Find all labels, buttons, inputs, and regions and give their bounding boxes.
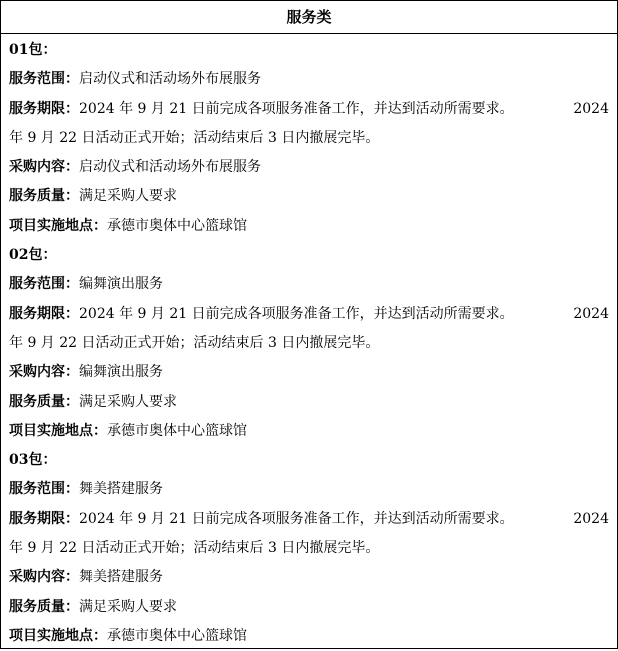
service-period — [9, 300, 617, 329]
procurement-content-value: 舞美搭建服务 — [79, 569, 163, 586]
service-quality-label: 服务质量： — [9, 393, 79, 410]
service-period — [9, 95, 617, 124]
service-scope — [9, 475, 617, 504]
service-period-tail: 2024 — [573, 510, 609, 527]
table-header — [1, 1, 617, 34]
service-quality — [9, 388, 617, 417]
service-quality-label: 服务质量： — [9, 598, 79, 615]
package-code: 03包： — [9, 452, 57, 469]
project-location — [9, 417, 617, 446]
service-scope — [9, 270, 617, 299]
service-period-label: 服务期限： — [9, 100, 79, 117]
procurement-content — [9, 153, 617, 182]
service-period-label: 服务期限： — [9, 510, 79, 527]
service-scope-label: 服务范围： — [9, 71, 79, 88]
package-code: 02包： — [9, 247, 57, 264]
service-period-continued: 年 9 月 22 日活动正式开始；活动结束后 3 日内撤展完毕。 — [9, 334, 380, 351]
project-location — [9, 622, 617, 651]
service-quality-value: 满足采购人要求 — [79, 598, 177, 615]
service-scope — [9, 65, 617, 94]
service-period-tail: 2024 — [573, 305, 609, 322]
service-quality-value: 满足采购人要求 — [79, 393, 177, 410]
service-period-tail: 2024 — [573, 100, 609, 117]
service-scope-label: 服务范围： — [9, 276, 79, 293]
service-period-text: 2024 年 9 月 21 日前完成各项服务准备工作，并达到活动所需要求。 — [79, 100, 514, 117]
project-location — [9, 212, 617, 241]
procurement-content — [9, 563, 617, 592]
procurement-content-label: 采购内容： — [9, 569, 79, 586]
procurement-content-value: 编舞演出服务 — [79, 364, 163, 381]
procurement-content-value: 启动仪式和活动场外布展服务 — [79, 159, 261, 176]
service-quality — [9, 182, 617, 211]
project-location-label: 项目实施地点： — [9, 422, 107, 439]
service-period — [9, 505, 617, 534]
project-location-value: 承德市奥体中心篮球馆 — [107, 627, 247, 644]
package-code: 01包： — [9, 42, 57, 58]
service-period-text: 2024 年 9 月 21 日前完成各项服务准备工作，并达到活动所需要求。 — [79, 510, 514, 527]
service-quality — [9, 593, 617, 622]
service-scope-value: 舞美搭建服务 — [79, 481, 163, 498]
service-scope-label: 服务范围： — [9, 481, 79, 498]
table-title: 服务类 — [286, 8, 332, 26]
project-location-label: 项目实施地点： — [9, 217, 107, 234]
service-period-label: 服务期限： — [9, 305, 79, 322]
service-scope-value: 启动仪式和活动场外布展服务 — [79, 71, 261, 88]
service-period-text: 2024 年 9 月 21 日前完成各项服务准备工作，并达到活动所需要求。 — [79, 305, 514, 322]
procurement-content-label: 采购内容： — [9, 159, 79, 176]
service-quality-label: 服务质量： — [9, 188, 79, 205]
service-period-continued: 年 9 月 22 日活动正式开始；活动结束后 3 日内撤展完毕。 — [9, 540, 380, 557]
service-period-continued: 年 9 月 22 日活动正式开始；活动结束后 3 日内撤展完毕。 — [9, 129, 380, 146]
project-location-label: 项目实施地点： — [9, 627, 107, 644]
table-content — [1, 34, 617, 651]
procurement-content-label: 采购内容： — [9, 364, 79, 381]
project-location-value: 承德市奥体中心篮球馆 — [107, 422, 247, 439]
procurement-content — [9, 358, 617, 387]
project-location-value: 承德市奥体中心篮球馆 — [107, 217, 247, 234]
service-quality-value: 满足采购人要求 — [79, 188, 177, 205]
service-scope-value: 编舞演出服务 — [79, 276, 163, 293]
